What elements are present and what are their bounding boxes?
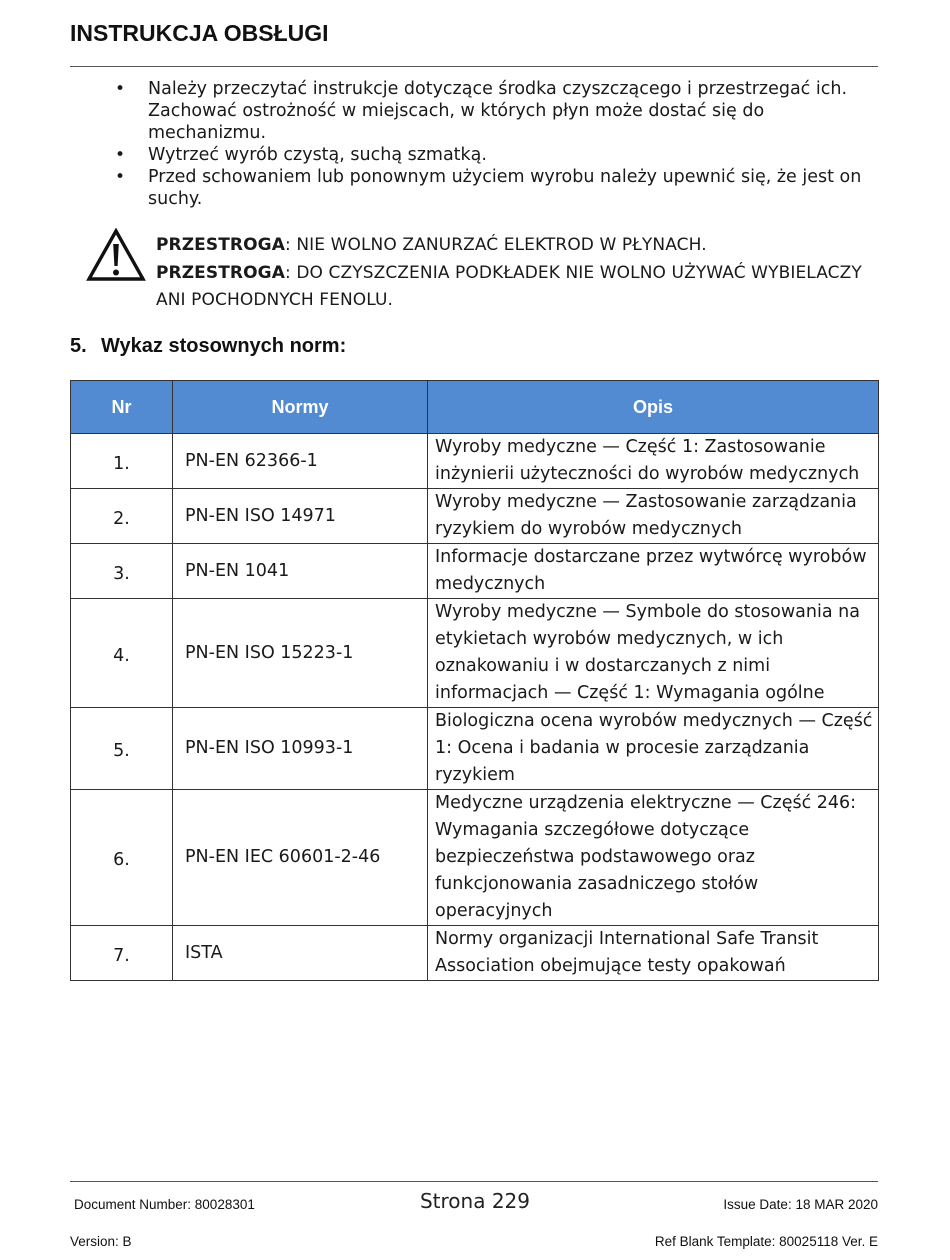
table-row [71, 708, 879, 790]
row-number: 2. [71, 489, 173, 544]
row-number: 1. [71, 434, 173, 489]
section-number: 5. [70, 335, 87, 357]
caution-1 [156, 232, 881, 260]
page-number: Strona 229 [419, 1189, 531, 1213]
row-norm: PN-EN 1041 [173, 544, 428, 599]
warning-triangle-icon [86, 228, 146, 282]
row-description: Medyczne urządzenia elektryczne — Część 246: Wymagania szczegółowe dotyczące bezpieczeństwa podstawowego oraz funkcjonowania zasadniczego stołów operacyjnych [428, 790, 879, 926]
row-number: 7. [71, 926, 173, 981]
column-header-description: Opis [428, 381, 879, 434]
section-heading [70, 335, 346, 358]
row-description: Wyroby medyczne — Część 1: Zastosowanie inżynierii użyteczności do wyrobów medycznych [428, 434, 879, 489]
caution-text: : DO CZYSZCZENIA PODKŁADEK NIE WOLNO UŻYWAĆ WYBIELACZY ANI POCHODNYCH FENOLU. [156, 262, 862, 310]
table-row [71, 434, 879, 489]
template-reference: Ref Blank Template: 80025118 Ver. E [654, 1234, 878, 1249]
list-item: • Należy przeczytać instrukcje dotyczące środka czyszczącego i przestrzegać ich. Zachować ostrożność w miejscach, w których płyn może dostać się do mechanizmu. [110, 78, 870, 144]
row-description: Wyroby medyczne — Zastosowanie zarządzania ryzykiem do wyrobów medycznych [428, 489, 879, 544]
header-divider [70, 66, 878, 67]
version: Version: B [70, 1234, 132, 1249]
row-description: Biologiczna ocena wyrobów medycznych — Część 1: Ocena i badania w procesie zarządzania ryzykiem [428, 708, 879, 790]
list-item: • Wytrzeć wyrób czystą, suchą szmatką. [110, 144, 870, 166]
row-number: 6. [71, 790, 173, 926]
row-number: 4. [71, 599, 173, 708]
section-title: Wykaz stosownych norm: [101, 335, 347, 357]
caution-2 [156, 260, 881, 315]
document-number: Document Number: 80028301 [74, 1197, 255, 1212]
row-norm: PN-EN ISO 14971 [173, 489, 428, 544]
page-title: INSTRUKCJA OBSŁUGI [70, 20, 329, 46]
issue-date: Issue Date: 18 MAR 2020 [723, 1197, 878, 1212]
row-norm: PN-EN 62366-1 [173, 434, 428, 489]
row-norm: PN-EN ISO 15223-1 [173, 599, 428, 708]
column-header-norms: Normy [173, 381, 428, 434]
row-number: 5. [71, 708, 173, 790]
footer-divider [70, 1181, 878, 1182]
caution-label: PRZESTROGA [156, 235, 285, 255]
row-norm: PN-EN ISO 10993-1 [173, 708, 428, 790]
row-description: Informacje dostarczane przez wytwórcę wyrobów medycznych [428, 544, 879, 599]
list-item: • Przed schowaniem lub ponownym użyciem wyrobu należy upewnić się, że jest on suchy. [110, 166, 870, 210]
caution-text: : NIE WOLNO ZANURZAĆ ELEKTROD W PŁYNACH. [284, 235, 707, 255]
row-number: 3. [71, 544, 173, 599]
row-description: Normy organizacji International Safe Transit Association obejmujące testy opakowań [428, 926, 879, 981]
cleaning-instructions-list [110, 78, 870, 210]
table-row [71, 599, 879, 708]
row-norm: ISTA [173, 926, 428, 981]
table-row [71, 790, 879, 926]
column-header-nr: Nr [71, 381, 173, 434]
table-row [71, 489, 879, 544]
standards-table [70, 380, 879, 981]
row-description: Wyroby medyczne — Symbole do stosowania na etykietach wyrobów medycznych, w ich oznakowaniu i w dostarczanych z nimi informacjach — Część 1: Wymagania ogólne [428, 599, 879, 708]
caution-block [156, 232, 881, 315]
row-norm: PN-EN IEC 60601-2-46 [173, 790, 428, 926]
table-row [71, 544, 879, 599]
table-header-row [71, 381, 879, 434]
table-row [71, 926, 879, 981]
caution-label: PRZESTROGA [156, 262, 285, 283]
